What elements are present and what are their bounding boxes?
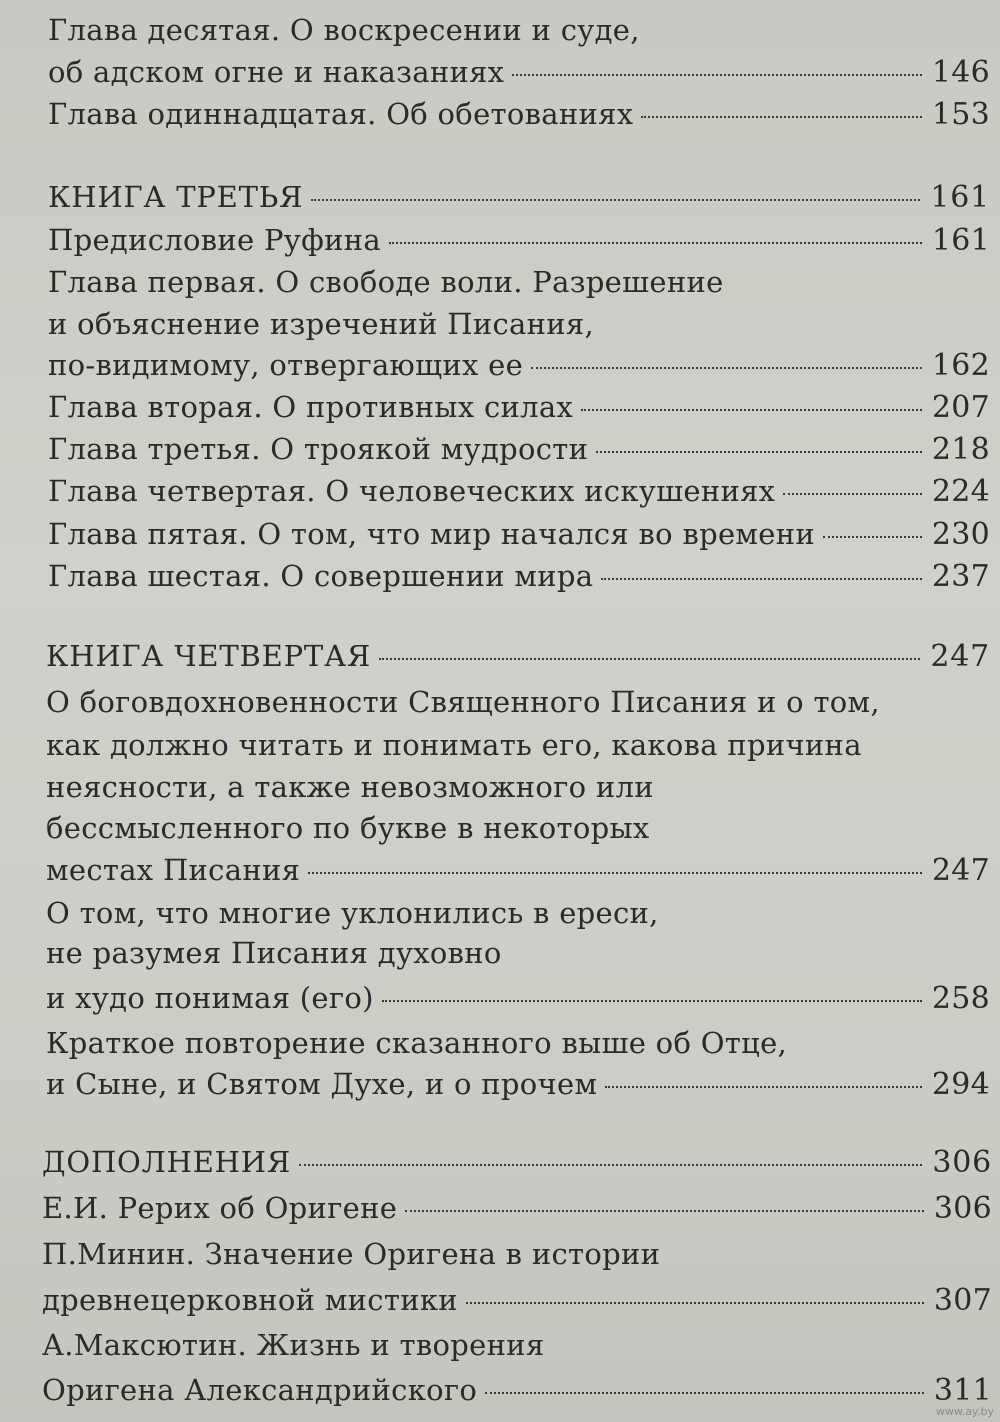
toc-line: [46, 978, 990, 1018]
toc-entry-text: А.Максютин. Жизнь и творения: [42, 1328, 545, 1362]
toc-entry-text: и худо понимая (его): [46, 981, 374, 1015]
dot-leader: [382, 1000, 922, 1002]
toc-line: [48, 429, 990, 469]
dot-leader: [466, 1302, 924, 1304]
toc-entry-text: Оригена Александрийского: [42, 1373, 478, 1407]
toc-entry-text: О боговдохновенности Священного Писания и о том,: [46, 685, 880, 719]
toc-entry-text: Глава одиннадцатая. Об обетованиях: [48, 97, 634, 131]
dot-leader: [379, 658, 920, 660]
toc-entry-text: по-видимому, отвергающих ее: [48, 348, 524, 382]
toc-line: [48, 10, 640, 50]
toc-entry-text: Глава шестая. О совершении мира: [48, 559, 594, 593]
toc-page-number: 247: [931, 853, 990, 888]
toc-line: [46, 808, 650, 848]
dot-leader: [311, 199, 920, 201]
toc-line: [46, 682, 880, 722]
dot-leader: [823, 536, 922, 538]
toc-line: [46, 1023, 787, 1063]
toc-entry-text: бессмысленного по букве в некоторых: [46, 811, 650, 845]
toc-page-number: 161: [931, 223, 990, 258]
toc-line: [48, 471, 990, 511]
watermark: www.ay.by: [935, 1405, 994, 1418]
toc-page-number: 306: [933, 1191, 992, 1226]
toc-entry-text: не разумея Писания духовно: [46, 936, 502, 970]
toc-page-number: 153: [931, 97, 990, 132]
toc-page-number: 230: [931, 517, 990, 552]
dot-leader: [531, 367, 922, 369]
toc-entry-text: Глава вторая. О противных силах: [48, 390, 574, 424]
toc-entry-text: неясности, а также невозможного или: [46, 770, 654, 804]
toc-entry-text: Предисловие Руфина: [48, 223, 381, 257]
dot-leader: [389, 242, 922, 244]
toc-line: [46, 636, 990, 676]
toc-line: [46, 725, 862, 765]
toc-entry-text: об адском огне и наказаниях: [48, 55, 505, 89]
toc-entry-text: и Сыне, и Святом Духе, и о прочем: [46, 1067, 598, 1101]
toc-line: [46, 850, 990, 890]
toc-entry-text: как должно читать и понимать его, какова причина: [46, 728, 862, 762]
dot-leader: [601, 578, 922, 580]
dot-leader: [581, 409, 922, 411]
toc-entry-text: местах Писания: [46, 853, 301, 887]
toc-line: [48, 94, 990, 134]
dot-leader: [783, 493, 921, 495]
toc-entry-text: Краткое повторение сказанного выше об Отце,: [46, 1026, 788, 1060]
dot-leader: [596, 451, 922, 453]
toc-line: [48, 220, 990, 260]
toc-section-heading: ДОПОЛНЕНИЯ: [42, 1145, 292, 1179]
toc-line: [48, 177, 990, 217]
dot-leader: [641, 116, 921, 118]
toc-section-heading: КНИГА ТРЕТЬЯ: [48, 180, 304, 214]
toc-entry-text: П.Минин. Значение Оригена в истории: [42, 1237, 661, 1271]
toc-page-number: 307: [933, 1283, 992, 1318]
toc-line: [42, 1325, 544, 1365]
toc-line: [48, 262, 724, 302]
toc-line: [48, 345, 990, 385]
toc-line: [42, 1142, 992, 1182]
toc-line: [46, 893, 659, 933]
toc-page-number: 218: [931, 432, 990, 467]
toc-line: [42, 1188, 992, 1228]
dot-leader: [512, 74, 921, 76]
toc-entry-text: Глава пятая. О том, что мир начался во времени: [48, 517, 815, 551]
dot-leader: [299, 1164, 922, 1166]
toc-page-number: 258: [931, 981, 990, 1016]
dot-leader: [605, 1086, 921, 1088]
toc-line: [42, 1280, 992, 1320]
toc-entry-text: Глава третья. О троякой мудрости: [48, 432, 589, 466]
toc-page-number: 161: [930, 180, 990, 215]
toc-line: [48, 52, 990, 92]
toc-entry-text: Глава первая. О свободе воли. Разрешение: [48, 265, 724, 299]
toc-line: [42, 1234, 660, 1274]
toc-entry-text: Е.И. Рерих об Оригене: [42, 1191, 398, 1225]
toc-entry-text: древнецерковной мистики: [42, 1283, 458, 1317]
toc-page-number: 224: [931, 474, 990, 509]
toc-page-number: 162: [931, 348, 990, 383]
toc-entry-text: и объяснение изречений Писания,: [48, 307, 595, 341]
toc-section-heading: КНИГА ЧЕТВЕРТАЯ: [46, 639, 372, 673]
toc-line: [46, 1064, 990, 1104]
toc-line: [46, 933, 502, 973]
toc-page-number: 247: [930, 639, 990, 674]
toc-page-number: 311: [933, 1373, 992, 1408]
toc-page-number: 207: [931, 390, 990, 425]
toc-line: [46, 767, 654, 807]
toc-page-number: 237: [931, 559, 990, 594]
toc-page-number: 146: [931, 55, 990, 90]
toc-page-number: 294: [931, 1067, 990, 1102]
toc-line: [48, 514, 990, 554]
toc-entry-text: Глава четвертая. О человеческих искушениях: [48, 474, 776, 508]
toc-line: [48, 556, 990, 596]
toc-page-number: 306: [932, 1145, 992, 1180]
toc-entry-text: Глава десятая. О воскресении и суде,: [48, 13, 640, 47]
toc-line: [48, 387, 990, 427]
dot-leader: [308, 872, 922, 874]
toc-entry-text: О том, что многие уклонились в ереси,: [46, 896, 659, 930]
toc-line: [48, 304, 594, 344]
toc-line: [42, 1370, 992, 1410]
dot-leader: [405, 1210, 924, 1212]
dot-leader: [485, 1392, 924, 1394]
